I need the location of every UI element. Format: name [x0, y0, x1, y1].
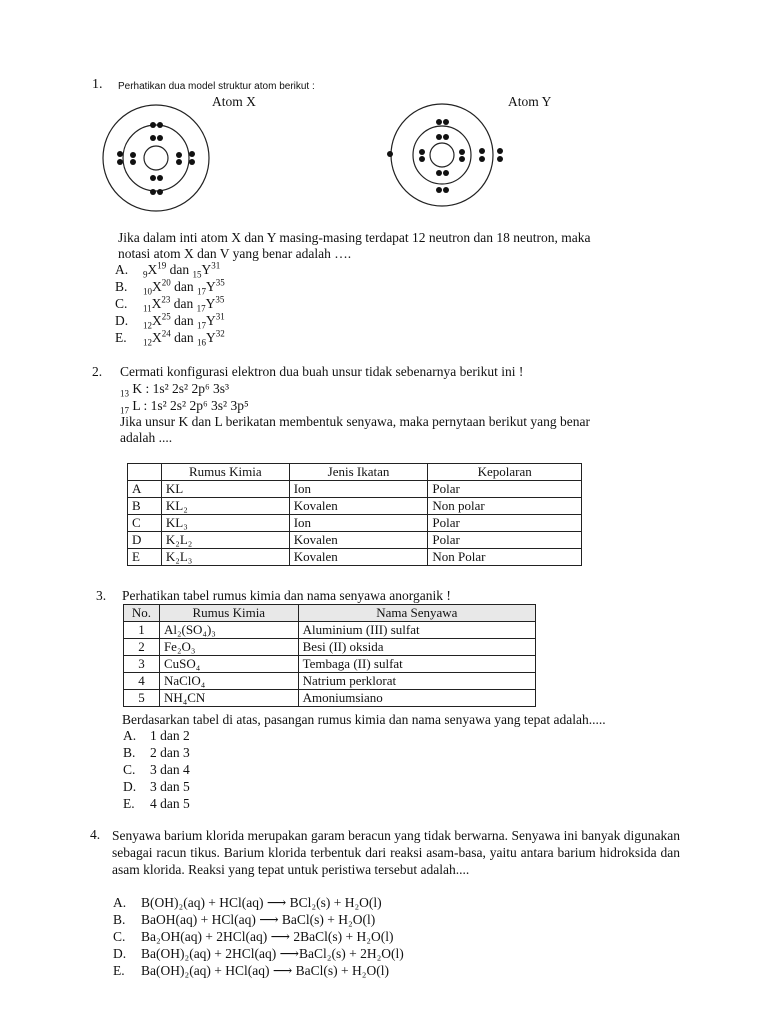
option-text: Ba₂OH(aq) + 2HCl(aq) ⟶ 2BaCl(s) + H₂O(l)	[141, 929, 394, 944]
q2-table-row	[128, 532, 582, 549]
q3-option	[123, 796, 190, 812]
q2-cell: Kovalen	[289, 532, 428, 549]
q2-cell: A	[128, 481, 162, 498]
q2-cell: Non polar	[428, 498, 582, 515]
q2-header-cell: Jenis Ikatan	[289, 464, 428, 481]
atom-y-shell-3	[391, 104, 493, 206]
option-letter: D.	[115, 313, 129, 328]
atom-y-label: Atom Y	[508, 94, 552, 109]
q3-cell: 3	[124, 656, 160, 673]
q3-cell: NH₄CN	[159, 690, 298, 707]
option-letter: A.	[115, 262, 129, 277]
q2-cell: Ion	[289, 515, 428, 532]
option-letter: D.	[113, 946, 127, 961]
q2-cell: Kovalen	[289, 549, 428, 566]
atom-x-diagram	[98, 104, 220, 216]
q3-cell: Aluminium (III) sulfat	[298, 622, 535, 639]
q3-table-row	[124, 639, 536, 656]
q1-option: D. $_{12}X^{25}$ dan $_{17}Y^{31}$	[115, 311, 225, 331]
q4-option	[113, 963, 389, 979]
option-letter: E.	[123, 796, 135, 811]
x-atomic-number: 10	[143, 286, 152, 297]
q3-cell: 5	[124, 690, 160, 707]
x-mass-number: 19	[157, 260, 167, 271]
q3-table-row	[124, 622, 536, 639]
option-text: BaOH(aq) + HCl(aq) ⟶ BaCl(s) + H₂O(l)	[141, 912, 376, 927]
atom-x-label: Atom X	[212, 94, 256, 109]
q3-cell: 1	[124, 622, 160, 639]
q3-option	[123, 728, 190, 744]
q2-table-row	[128, 481, 582, 498]
y-atomic-number: 17	[197, 320, 206, 331]
atom-x-electrons	[117, 122, 195, 195]
y-atomic-number: 17	[197, 286, 206, 297]
q3-cell: 2	[124, 639, 160, 656]
q2-l-config: L : 1s² 2s² 2p⁶ 3s² 3p⁵	[129, 398, 249, 413]
q3-table	[123, 604, 536, 707]
q2-table-row	[128, 549, 582, 566]
q3-table-row	[124, 656, 536, 673]
option-letter: A.	[113, 895, 127, 910]
q3-header-cell: No.	[124, 605, 160, 622]
option-text: Ba(OH)₂(aq) + 2HCl(aq) ⟶BaCl₂(s) + 2H₂O(l)	[141, 946, 404, 961]
x-mass-number: 25	[161, 311, 171, 322]
atom-y-nucleus	[430, 143, 454, 167]
atom-x-shell-2	[123, 125, 189, 191]
q3-option	[123, 779, 190, 795]
q1-option: E. $_{12}X^{24}$ dan $_{16}Y^{32}$	[115, 328, 225, 348]
q2-header-cell	[128, 464, 162, 481]
q1-text-line1: Jika dalam inti atom X dan Y masing-masing terdapat 12 neutron dan 18 neutron, maka	[118, 230, 591, 245]
option-letter: A.	[123, 728, 137, 743]
q3-cell: Besi (II) oksida	[298, 639, 535, 656]
x-atomic-number: 12	[143, 337, 152, 348]
q2-cell: Polar	[428, 532, 582, 549]
option-letter: B.	[113, 912, 126, 927]
option-letter: C.	[123, 762, 136, 777]
q2-cell: Polar	[428, 481, 582, 498]
q2-table-row	[128, 498, 582, 515]
y-atomic-number: 16	[197, 337, 206, 348]
q2-config-k	[120, 381, 229, 397]
option-text: 1 dan 2	[150, 728, 190, 743]
option-connector: dan	[170, 296, 197, 311]
q2-l-atomic-number: 17	[120, 405, 129, 416]
q3-cell: Fe₂O₃	[159, 639, 298, 656]
q2-table	[127, 463, 582, 566]
q3-cell: Tembaga (II) sulfat	[298, 656, 535, 673]
q3-prompt: Perhatikan tabel rumus kimia dan nama senyawa anorganik !	[122, 588, 451, 603]
option-text: 3 dan 5	[150, 779, 190, 794]
q2-k-config: K : 1s² 2s² 2p⁶ 3s³	[129, 381, 230, 396]
y-mass-number: 32	[215, 328, 225, 339]
q3-cell: Natrium perklorat	[298, 673, 535, 690]
q2-cell: KL₂	[161, 498, 289, 515]
q2-number: 2.	[92, 364, 103, 379]
q3-option	[123, 762, 190, 778]
q2-k-atomic-number: 13	[120, 388, 129, 399]
atom-y-shell-2	[413, 126, 471, 184]
q3-table-header	[124, 605, 536, 622]
q2-line1: Cermati konfigurasi elektron dua buah unsur tidak sebenarnya berikut ini !	[120, 364, 524, 379]
q2-cell: Ion	[289, 481, 428, 498]
q1-number: 1.	[92, 77, 103, 92]
q2-text-line2: adalah ....	[120, 430, 173, 445]
q2-table-header	[128, 464, 582, 481]
x-mass-number: 24	[161, 328, 171, 339]
q3-option	[123, 745, 190, 761]
q2-cell: Polar	[428, 515, 582, 532]
x-mass-number: 23	[161, 294, 171, 305]
q2-cell: K₂L₃	[161, 549, 289, 566]
q3-number: 3.	[96, 588, 107, 603]
q3-header-cell: Nama Senyawa	[298, 605, 535, 622]
q3-header-cell: Rumus Kimia	[159, 605, 298, 622]
atom-y-diagram	[381, 102, 505, 212]
q2-cell: K₂L₂	[161, 532, 289, 549]
option-letter: C.	[113, 929, 126, 944]
q2-cell: KL₃	[161, 515, 289, 532]
q2-text-line1: Jika unsur K dan L berikatan membentuk senyawa, maka pernytaan berikut yang benar	[120, 414, 590, 429]
option-letter: B.	[115, 279, 128, 294]
q3-table-row	[124, 690, 536, 707]
q2-cell: D	[128, 532, 162, 549]
q4-paragraph: Senyawa barium klorida merupakan garam beracun yang tidak berwarna. Senyawa ini banyak digunakan sebagai racun tikus. Barium klorida terbentuk dari reaksi asam-basa, yaitu antara barium hidroksida dan asam klorida. Reaksi yang tepat untuk peristiwa tersebut adalah....	[112, 828, 680, 877]
y-mass-number: 35	[215, 277, 225, 288]
q3-cell: CuSO₄	[159, 656, 298, 673]
q3-table-row	[124, 673, 536, 690]
option-text: Ba(OH)₂(aq) + HCl(aq) ⟶ BaCl(s) + H₂O(l)	[141, 963, 389, 978]
y-mass-number: 31	[211, 260, 221, 271]
q3-after: Berdasarkan tabel di atas, pasangan rumus kimia dan nama senyawa yang tepat adalah.....	[122, 712, 606, 727]
q2-header-cell: Kepolaran	[428, 464, 582, 481]
y-atomic-number: 15	[192, 269, 202, 280]
q2-cell: Non Polar	[428, 549, 582, 566]
option-text: B(OH)₂(aq) + HCl(aq) ⟶ BCl₂(s) + H₂O(l)	[141, 895, 382, 910]
q4-option	[113, 929, 393, 945]
q4-option	[113, 912, 375, 928]
q4-option	[113, 895, 382, 911]
x-atomic-number: 11	[143, 303, 152, 314]
q2-cell: B	[128, 498, 162, 515]
q3-cell: Al₂(SO₄)₃	[159, 622, 298, 639]
option-letter: E.	[115, 330, 127, 345]
q2-table-row	[128, 515, 582, 532]
q1-prompt: Perhatikan dua model struktur atom berikut :	[118, 81, 315, 92]
q2-cell: E	[128, 549, 162, 566]
q3-cell: NaClO₄	[159, 673, 298, 690]
option-connector: dan	[170, 313, 197, 328]
option-connector: dan	[170, 279, 197, 294]
atom-x-nucleus	[144, 146, 168, 170]
y-mass-number: 31	[215, 311, 225, 322]
q1-option: A. $_9X^{19}$ dan $_{15}Y^{31}$	[115, 260, 221, 280]
option-connector: dan	[170, 330, 197, 345]
y-mass-number: 35	[215, 294, 225, 305]
q4-option	[113, 946, 404, 962]
option-connector: dan	[166, 262, 193, 277]
q1-text-line2: notasi atom X dan V yang benar adalah ….	[118, 246, 352, 261]
x-mass-number: 20	[161, 277, 171, 288]
atom-x-shell-3	[103, 105, 209, 211]
option-letter: E.	[113, 963, 125, 978]
x-atomic-number: 12	[143, 320, 152, 331]
option-letter: C.	[115, 296, 128, 311]
q3-cell: 4	[124, 673, 160, 690]
q2-cell: Kovalen	[289, 498, 428, 515]
option-text: 4 dan 5	[150, 796, 190, 811]
q2-cell: C	[128, 515, 162, 532]
x-atomic-number: 9	[143, 269, 148, 280]
q4-number: 4.	[90, 827, 101, 842]
q1-option: B. $_{10}X^{20}$ dan $_{17}Y^{35}$	[115, 277, 225, 297]
q2-cell: KL	[161, 481, 289, 498]
option-text: 3 dan 4	[150, 762, 190, 777]
q2-header-cell: Rumus Kimia	[161, 464, 289, 481]
option-text: 2 dan 3	[150, 745, 190, 760]
q1-option: C. $_{11}X^{23}$ dan $_{17}Y^{35}$	[115, 294, 225, 314]
q3-cell: Amoniumsiano	[298, 690, 535, 707]
option-letter: B.	[123, 745, 136, 760]
q2-config-l	[120, 398, 249, 414]
option-letter: D.	[123, 779, 137, 794]
y-atomic-number: 17	[196, 303, 206, 314]
